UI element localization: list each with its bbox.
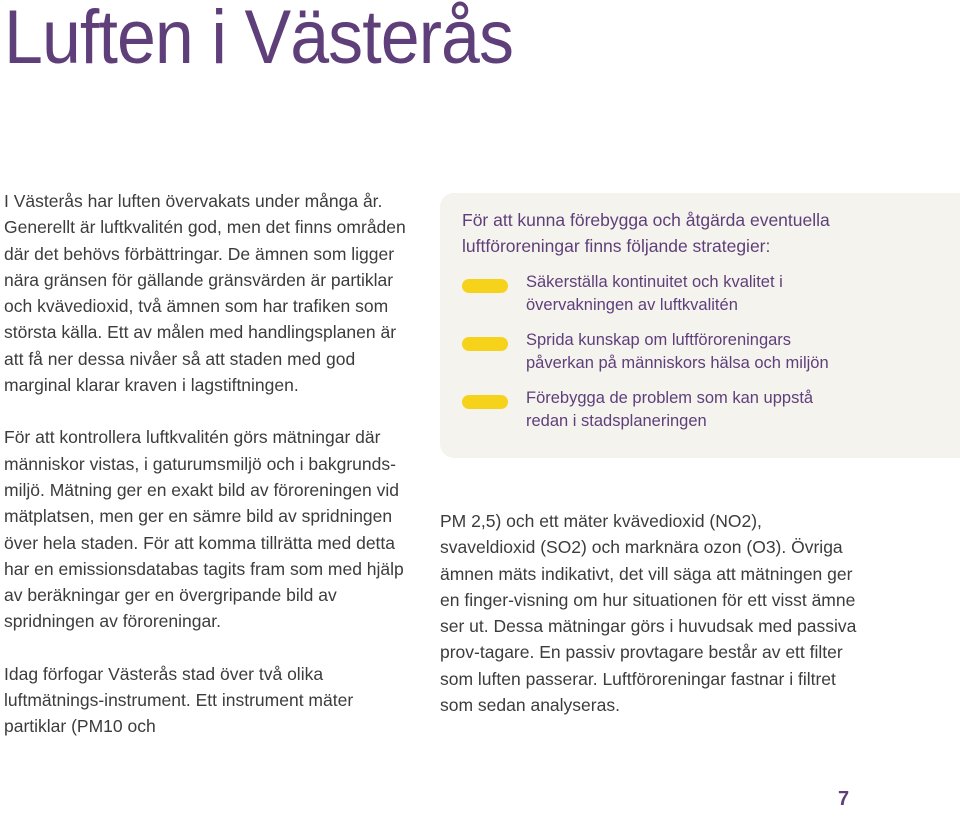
strategy-item-text: Förebygga de problem som kan uppstå redan i stadsplaneringen	[526, 389, 814, 430]
yellow-bullet-icon	[462, 337, 508, 351]
page-number: 7	[838, 788, 850, 810]
right-text-column	[440, 508, 860, 718]
strategy-item-text: Säkerställa kontinuitet och kvalitet i övervakningen av luftkvalitén	[526, 273, 783, 314]
paragraph-measurements: För att kontrollera luftkvalitén görs mätningar där människor vistas, i gaturumsmiljö och i bakgrunds-miljö. Mätning ger en exakt bild av föroreningen vid mätplatsen, men ger en sämre bild av spridningen över hela staden. För att komma tillrätta med detta har en emissionsdatabas tagits fram som med hjälp av beräkningar ger en övergripande bild av spridningen av föroreningar.	[4, 427, 404, 632]
left-text-column	[4, 188, 419, 740]
paragraph-instruments: Idag förfogar Västerås stad över två olika luftmätnings-instrument. Ett instrument mäter partiklar (PM10 och	[4, 663, 354, 737]
yellow-bullet-icon	[462, 279, 508, 293]
strategy-intro: För att kunna förebygga och åtgärda eventuella luftföroreningar finns följande strategier:	[462, 210, 830, 256]
page-title: Luften i Västerås	[4, 0, 514, 80]
yellow-bullet-icon	[462, 395, 508, 409]
strategy-item-text: Sprida kunskap om luftföroreningars påverkan på människors hälsa och miljön	[526, 331, 829, 372]
paragraph-measurement-details: PM 2,5) och ett mäter kvävedioxid (NO2), svaveldioxid (SO2) och marknära ozon (O3). Övriga ämnen mäts indikativt, det vill säga att mätningen ger en finger-visning om hur situationen för ett visst ämne ser ut. Dessa mätningar görs i huvudsak med passiva prov-tagare. En passiv provtagare består av ett filter som luften passerar. Luftföroreningar fastnar i filtret som sedan analyseras.	[440, 511, 857, 716]
paragraph-intro: I Västerås har luften övervakats under många år. Generellt är luftkvalitén god, men det finns områden där det behövs förbättringar. De ämnen som ligger nära gränsen för gällande gränsvärden är partiklar och kvävedioxid, två ämnen som har trafiken som största källa. Ett av målen med handlingsplanen är att få ner dessa nivåer så att staden med god marginal klarar kraven i lagstiftningen.	[4, 191, 406, 396]
strategy-box	[440, 193, 960, 458]
